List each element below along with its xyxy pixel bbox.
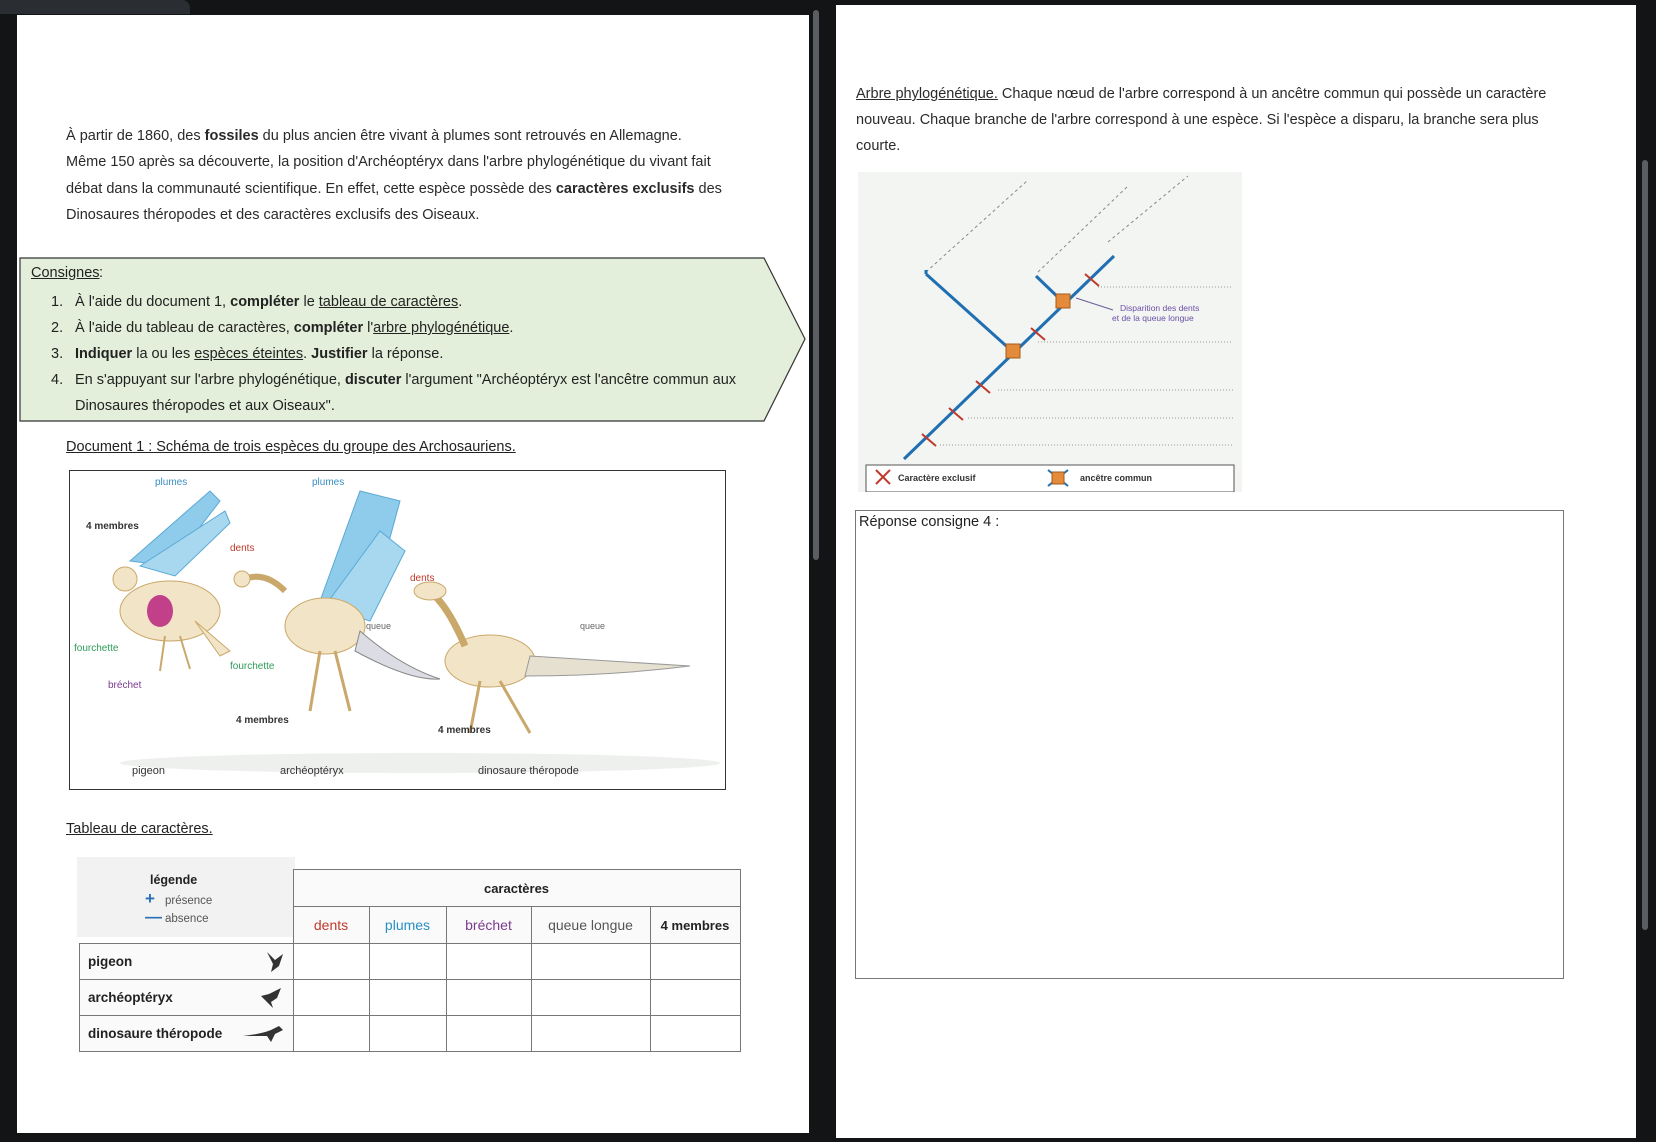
- consigne-item-4: 4. En s'appuyant sur l'arbre phylogénétique, discuter l'argument "Archéoptéryx est l'ancêtre commun aux Dinosaures théropodes et aux Oiseaux".: [51, 372, 737, 414]
- reponse-consigne-4-label: Réponse consigne 4 :: [859, 514, 1000, 530]
- table-row: [80, 980, 741, 1016]
- dashed-branch-2: [1038, 186, 1128, 272]
- label-dents-theropode: dents: [410, 573, 435, 584]
- archeopteryx-drawing: [234, 491, 440, 711]
- legend-title: légende: [150, 873, 198, 887]
- cell-pigeon-plumes[interactable]: [369, 944, 446, 980]
- label-plumes-archeopteryx: plumes: [312, 477, 345, 488]
- consigne-item-2: 2. À l'aide du tableau de caractères, compléter l'arbre phylogénétique.: [51, 320, 514, 336]
- common-ancestor-node-1: [1006, 344, 1020, 358]
- arbre-title: Arbre phylogénétique.: [856, 86, 998, 102]
- dashed-branch-3: [1108, 176, 1188, 242]
- label-queue-theropode: queue: [580, 621, 606, 631]
- label-dents-archeopteryx: dents: [230, 543, 255, 554]
- annotation-arrow: [1076, 298, 1113, 310]
- theropod-drawing: [414, 582, 690, 733]
- label-fourchette-pigeon: fourchette: [74, 643, 119, 654]
- common-ancestor-node-2: [1056, 294, 1070, 308]
- label-queue-archeopteryx: queue: [366, 621, 392, 631]
- table-row: [80, 944, 741, 980]
- cell-theropode-membres[interactable]: [650, 1016, 740, 1052]
- label-brechet: bréchet: [108, 680, 142, 691]
- tree-annotation-line2: et de la queue longue: [1112, 313, 1194, 323]
- col-queue-longue: queue longue: [531, 907, 650, 944]
- label-4-membres-pigeon: 4 membres: [86, 521, 139, 532]
- legend-presence: + présence: [145, 889, 213, 908]
- legend-caractere-exclusif: Caractère exclusif: [898, 473, 976, 483]
- consignes-list: [51, 289, 781, 419]
- right-scrollbar[interactable]: [1642, 160, 1648, 930]
- document1-title: Document 1 : Schéma de trois espèces du groupe des Archosauriens.: [66, 439, 516, 455]
- col-4-membres: 4 membres: [650, 907, 740, 944]
- cell-archeopteryx-brechet[interactable]: [446, 980, 531, 1016]
- label-archeopteryx: archéoptéryx: [280, 765, 344, 777]
- cell-pigeon-queue[interactable]: [531, 944, 650, 980]
- intro-bold-caracteres: caractères exclusifs: [555, 180, 695, 197]
- phylogenetic-tree: [858, 172, 1242, 492]
- cell-pigeon-brechet[interactable]: [446, 944, 531, 980]
- tableau-title: Tableau de caractères.: [66, 821, 213, 837]
- cell-theropode-dents[interactable]: [293, 1016, 369, 1052]
- theropode-silhouette-icon: [241, 1022, 285, 1049]
- consigne-item-1: 1. À l'aide du document 1, compléter le tableau de caractères.: [51, 294, 463, 310]
- intro-paragraph: [66, 123, 726, 228]
- intro-text-3: des Dinosaures théropodes et des caractères exclusifs des Oiseaux.: [66, 180, 722, 223]
- cell-archeopteryx-dents[interactable]: [293, 980, 369, 1016]
- table-header-caracteres: caractères: [293, 870, 740, 907]
- row-dinosaure-theropode: dinosaure théropode: [80, 1016, 294, 1052]
- archeopteryx-silhouette-icon: [259, 986, 285, 1013]
- caracteres-table: [79, 869, 741, 1052]
- pigeon-drawing: [113, 491, 230, 671]
- cell-archeopteryx-queue[interactable]: [531, 980, 650, 1016]
- col-plumes: plumes: [369, 907, 446, 944]
- cell-theropode-plumes[interactable]: [369, 1016, 446, 1052]
- consignes-colon: :: [99, 265, 104, 281]
- cell-archeopteryx-plumes[interactable]: [369, 980, 446, 1016]
- ground-shadow: [120, 753, 720, 773]
- label-4-membres-theropode: 4 membres: [438, 725, 491, 736]
- cell-theropode-queue[interactable]: [531, 1016, 650, 1052]
- intro-text-1: À partir de 1860, des: [66, 128, 205, 144]
- cell-theropode-brechet[interactable]: [446, 1016, 531, 1052]
- reponse-consigne-4-box[interactable]: [855, 510, 1564, 979]
- left-document-page: [17, 15, 809, 1133]
- consigne-item-3: 3. Indiquer la ou les espèces éteintes. Justifier la réponse.: [51, 346, 444, 362]
- table-row: [80, 1016, 741, 1052]
- legend-ancetre-commun: ancêtre commun: [1080, 473, 1153, 483]
- dashed-branch-1: [926, 180, 1028, 272]
- col-dents: dents: [293, 907, 369, 944]
- pigeon-silhouette-icon: [263, 950, 285, 977]
- cell-pigeon-dents[interactable]: [293, 944, 369, 980]
- legend-absence: — absence: [145, 907, 209, 926]
- intro-text-2: du plus ancien être vivant à plumes sont retrouvés en Allemagne. Même 150 après sa découverte, la position d'Archéoptéryx dans l'arbre phylogénétique du vivant fait débat dans la communauté scientifique. En effet, cette espèce possède des: [66, 128, 711, 197]
- arbre-text: Chaque nœud de l'arbre correspond à un ancêtre commun qui possède un caractère nouveau. Chaque branche de l'arbre correspond à une espèce. Si l'espèce a disparu, la branche sera plus courte.: [856, 86, 1547, 154]
- label-4-membres-archeopteryx: 4 membres: [236, 715, 289, 726]
- exclusive-character-marks: [922, 274, 1099, 446]
- consignes-title: Consignes: [31, 265, 100, 281]
- label-pigeon: pigeon: [132, 765, 166, 777]
- arbre-paragraph: [856, 81, 1556, 159]
- label-plumes-pigeon: plumes: [155, 477, 188, 488]
- row-pigeon: pigeon: [80, 944, 294, 980]
- tree-branch-left: [926, 274, 1013, 352]
- cell-pigeon-membres[interactable]: [650, 944, 740, 980]
- label-dinosaure-theropode: dinosaure théropode: [478, 765, 579, 777]
- label-fourchette-archeopteryx: fourchette: [230, 661, 275, 672]
- intro-bold-fossiles: fossiles: [204, 128, 259, 144]
- row-archeopteryx: archéoptéryx: [80, 980, 294, 1016]
- tree-annotation-line1: Disparition des dents: [1120, 303, 1200, 313]
- consignes-box: [19, 257, 809, 423]
- cell-archeopteryx-membres[interactable]: [650, 980, 740, 1016]
- left-scrollbar[interactable]: [813, 10, 819, 560]
- col-brechet: bréchet: [446, 907, 531, 944]
- right-document-page: [836, 5, 1636, 1138]
- window-tab-strip: [0, 0, 190, 14]
- document1-figure: [69, 470, 726, 790]
